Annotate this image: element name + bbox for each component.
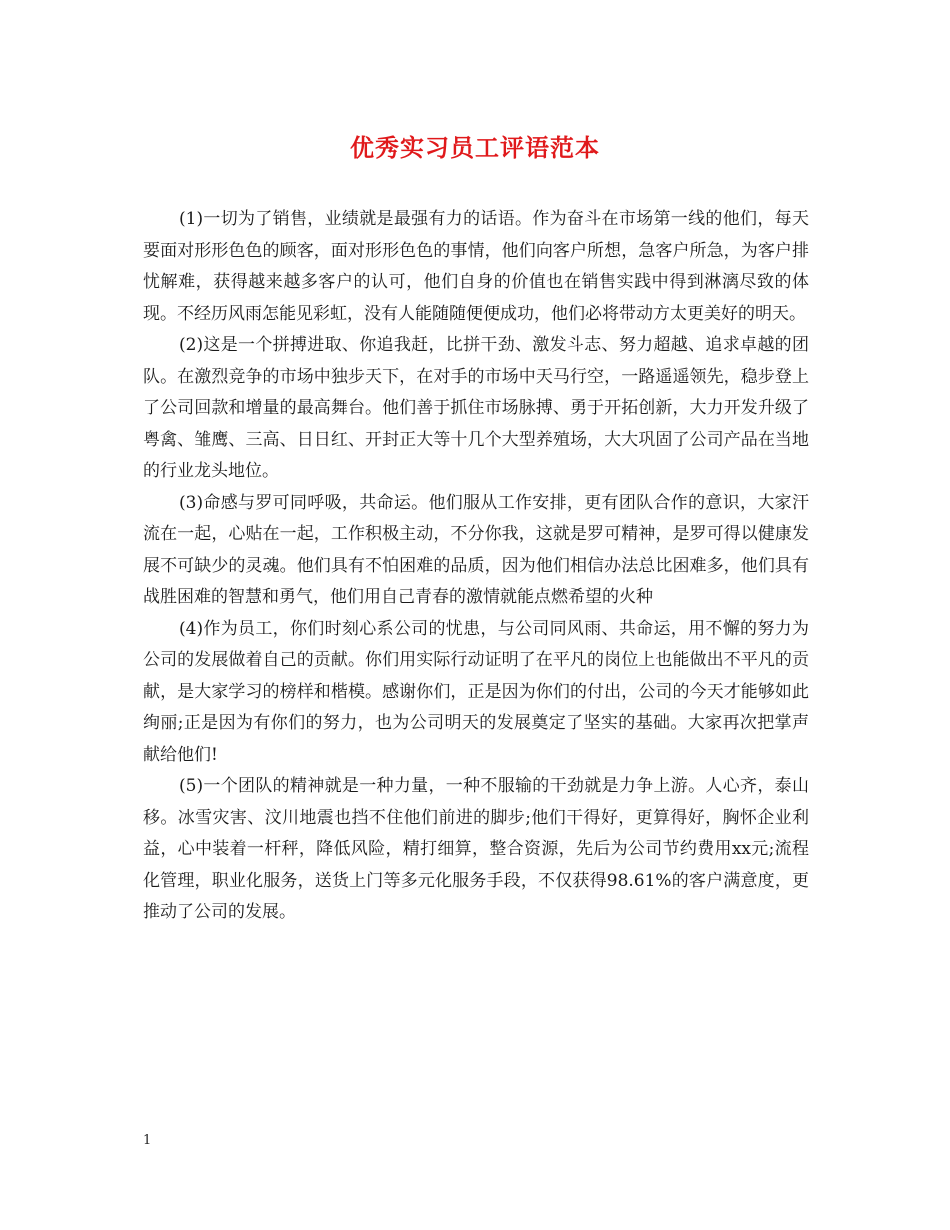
document-title: 优秀实习员工评语范本 <box>350 133 600 162</box>
paragraph-1: (1)一切为了销售，业绩就是最强有力的话语。作为奋斗在市场第一线的他们，每天要面对形形色色的顾客，面对形形色色的事情，他们向客户所想，急客户所急，为客户排忧解难，获得越来越多客户的认可，他们自身的价值也在销售实践中得到淋漓尽致的体现。不经历风雨怎能见彩虹，没有人能随随便便成功，他们必将带动方太更美好的明天。 <box>143 209 809 324</box>
paragraph-4: (4)作为员工，你们时刻心系公司的忧患，与公司同风雨、共命运，用不懈的努力为公司的发展做着自己的贡献。你们用实际行动证明了在平凡的岗位上也能做出不平凡的贡献，是大家学习的榜样和楷模。感谢你们，正是因为你们的付出，公司的今天才能够如此绚丽;正是因为有你们的努力，也为公司明天的发展奠定了坚实的基础。大家再次把掌声献给他们! <box>143 618 809 765</box>
paragraph-3: (3)命感与罗可同呼吸，共命运。他们服从工作安排，更有团队合作的意识，大家汗流在一起，心贴在一起，工作积极主动，不分你我，这就是罗可精神，是罗可得以健康发展不可缺少的灵魂。他们具有不怕困难的品质，因为他们相信办法总比困难多，他们具有战胜困难的智慧和勇气，他们用自己青春的激情就能点燃希望的火种 <box>143 492 809 607</box>
page-number: 1 <box>143 1133 152 1148</box>
paragraph-2: (2)这是一个拼搏进取、你追我赶，比拼干劲、激发斗志、努力超越、追求卓越的团队。在激烈竞争的市场中独步天下，在对手的市场中天马行空，一路遥遥领先，稳步登上了公司回款和增量的最高舞台。他们善于抓住市场脉搏、勇于开拓创新，大力开发升级了粤禽、雏鹰、三高、日日红、开封正大等十几个大型养殖场，大大巩固了公司产品在当地的行业龙头地位。 <box>143 335 809 481</box>
document-body <box>143 204 809 929</box>
paragraph-5: (5)一个团队的精神就是一种力量，一种不服输的干劲就是力争上游。人心齐，泰山移。冰雪灾害、汶川地震也挡不住他们前进的脚步;他们干得好，更算得好，胸怀企业利益，心中装着一杆秤，降低风险，精打细算，整合资源，先后为公司节约费用xx元;流程化管理，职业化服务，送货上门等多元化服务手段，不仅获得98.61%的客户满意度，更推动了公司的发展。 <box>143 776 809 922</box>
